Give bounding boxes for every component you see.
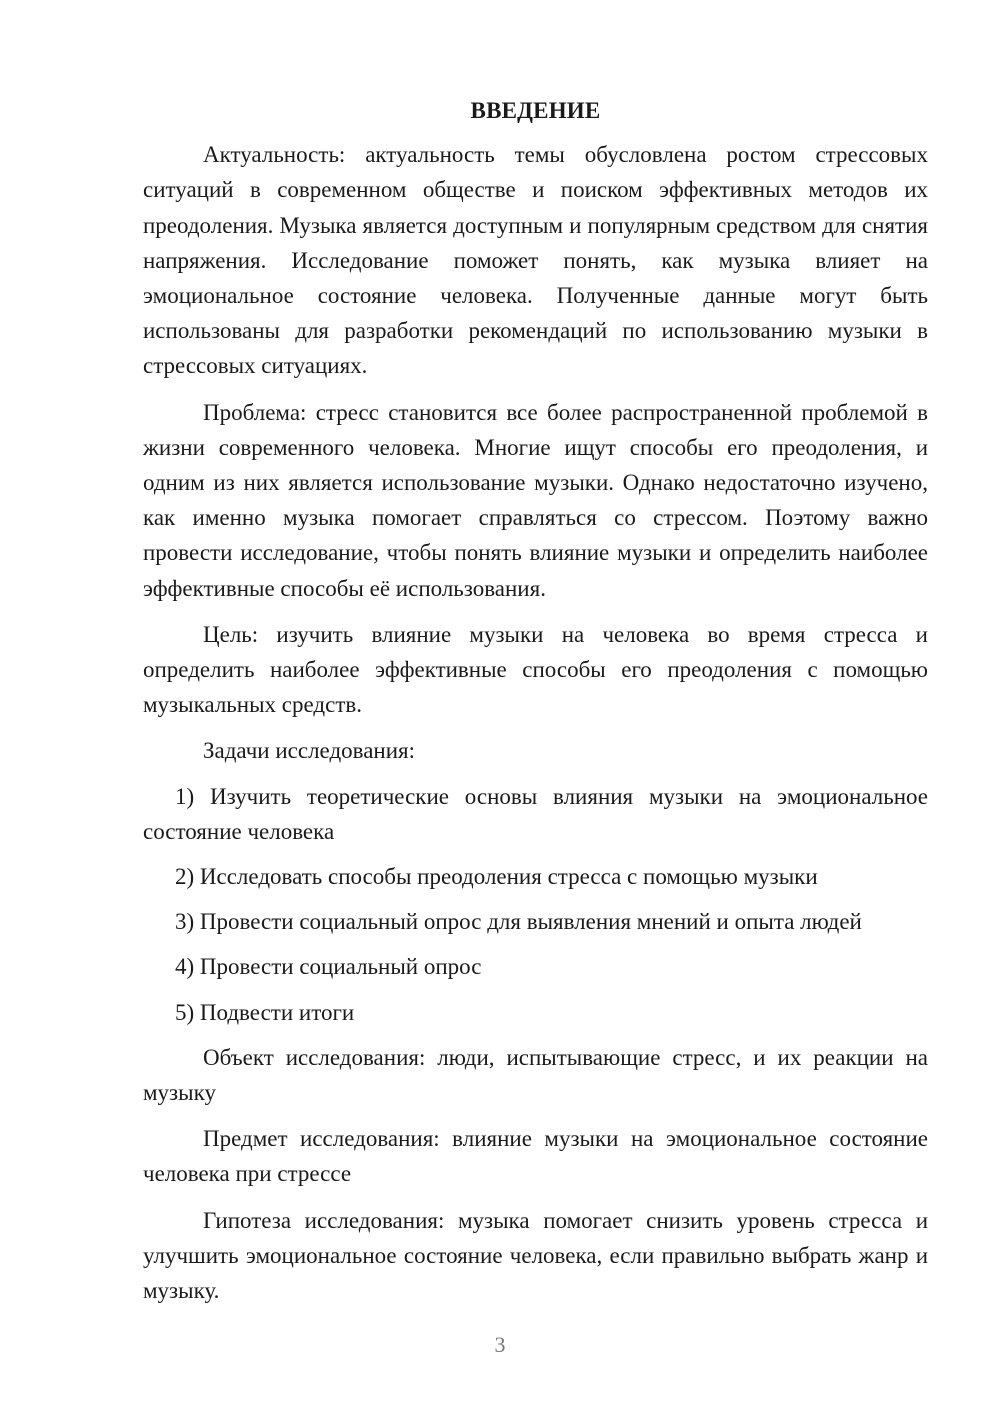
task-item: 2) Исследовать способы преодоления стресса с помощью музыки bbox=[175, 864, 818, 890]
relevance-paragraph: Актуальность: актуальность темы обусловлена ростом стрессовых ситуаций в современном обществе и поиском эффективных методов их преодоления. Музыка является доступным и популярным средством для снятия напряжения. Исследование поможет понять, как музыка влияет на эмоциональное состояние человека. Полученные данные могут быть использованы для разработки рекомендаций по использованию музыки в стрессовых ситуациях. bbox=[143, 142, 928, 379]
section-heading: ВВЕДЕНИЕ bbox=[470, 98, 601, 123]
tasks-label: Задачи исследования: bbox=[203, 738, 416, 764]
subject-paragraph: Предмет исследования: влияние музыки на эмоциональное состояние человека при стрессе bbox=[143, 1126, 928, 1187]
goal-paragraph: Цель: изучить влияние музыки на человека во время стресса и определить наиболее эффективные способы его преодоления с помощью музыкальных средств. bbox=[143, 621, 928, 718]
page-content bbox=[143, 93, 928, 1319]
problem-paragraph: Проблема: стресс становится все более распространенной проблемой в жизни современного человека. Многие ищут способы его преодоления, и одним из них является использование музыки. Однако недостаточно изучено, как именно музыка помогает справляться со стрессом. Поэтому важно провести исследование, чтобы понять влияние музыки и определить наиболее эффективные способы её использования. bbox=[143, 399, 928, 601]
task-item: 4) Провести социальный опрос bbox=[175, 954, 482, 980]
task-item: 1) Изучить теоретические основы влияния музыки на эмоциональное состояние человека bbox=[143, 783, 928, 844]
task-item: 5) Подвести итоги bbox=[175, 999, 355, 1025]
task-item: 3) Провести социальный опрос для выявления мнений и опыта людей bbox=[175, 909, 862, 935]
hypothesis-paragraph: Гипотеза исследования: музыка помогает снизить уровень стресса и улучшить эмоциональное состояние человека, если правильно выбрать жанр и музыку. bbox=[143, 1207, 928, 1304]
object-paragraph: Объект исследования: люди, испытывающие стресс, и их реакции на музыку bbox=[143, 1044, 928, 1106]
page-number: 3 bbox=[494, 1332, 506, 1357]
